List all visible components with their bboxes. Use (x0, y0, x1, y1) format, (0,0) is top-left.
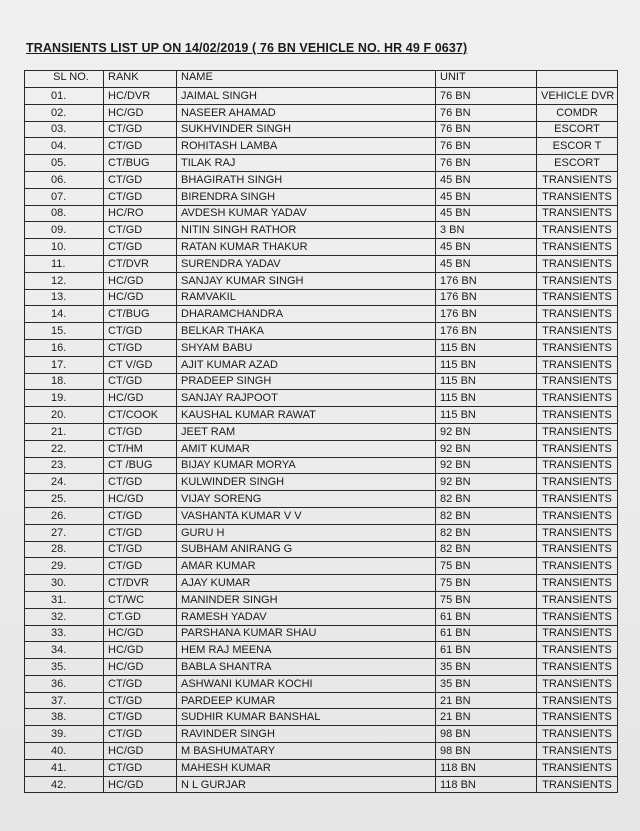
cell-unit: 176 BN (436, 289, 537, 306)
cell-sl-no: 28. (25, 541, 104, 558)
cell-name: NITIN SINGH RATHOR (177, 222, 436, 239)
cell-name: RAVINDER SINGH (177, 726, 436, 743)
header-sl-no: SL NO. (25, 71, 104, 88)
cell-rank: CT/GD (104, 726, 177, 743)
cell-sl-no: 37. (25, 692, 104, 709)
cell-role: TRANSIENTS (537, 675, 618, 692)
cell-sl-no: 05. (25, 155, 104, 172)
cell-role: TRANSIENTS (537, 726, 618, 743)
cell-sl-no: 41. (25, 759, 104, 776)
table-row (25, 138, 618, 155)
cell-sl-no: 07. (25, 188, 104, 205)
cell-rank: CT/HM (104, 440, 177, 457)
cell-sl-no: 22. (25, 440, 104, 457)
cell-name: NASEER AHAMAD (177, 104, 436, 121)
cell-name: SUDHIR KUMAR BANSHAL (177, 709, 436, 726)
cell-rank: CT/GD (104, 692, 177, 709)
cell-unit: 115 BN (436, 373, 537, 390)
cell-sl-no: 40. (25, 743, 104, 760)
cell-rank: HC/GD (104, 491, 177, 508)
table-row (25, 541, 618, 558)
cell-role: TRANSIENTS (537, 591, 618, 608)
cell-sl-no: 01. (25, 88, 104, 105)
cell-name: RAMESH YADAV (177, 608, 436, 625)
cell-rank: HC/GD (104, 625, 177, 642)
cell-unit: 75 BN (436, 591, 537, 608)
table-row (25, 272, 618, 289)
table-row (25, 323, 618, 340)
cell-rank: CT V/GD (104, 356, 177, 373)
cell-sl-no: 34. (25, 642, 104, 659)
cell-role: TRANSIENTS (537, 692, 618, 709)
cell-rank: CT/GD (104, 171, 177, 188)
cell-unit: 115 BN (436, 339, 537, 356)
cell-sl-no: 15. (25, 323, 104, 340)
cell-role: TRANSIENTS (537, 339, 618, 356)
table-row (25, 171, 618, 188)
cell-name: SUKHVINDER SINGH (177, 121, 436, 138)
cell-name: BABLA SHANTRA (177, 659, 436, 676)
cell-unit: 61 BN (436, 642, 537, 659)
cell-unit: 61 BN (436, 608, 537, 625)
cell-sl-no: 35. (25, 659, 104, 676)
cell-rank: CT /BUG (104, 457, 177, 474)
cell-role: TRANSIENTS (537, 776, 618, 793)
cell-role: TRANSIENTS (537, 709, 618, 726)
table-row (25, 457, 618, 474)
cell-name: ASHWANI KUMAR KOCHI (177, 675, 436, 692)
cell-sl-no: 08. (25, 205, 104, 222)
cell-sl-no: 11. (25, 255, 104, 272)
table-row (25, 507, 618, 524)
cell-rank: CT/WC (104, 591, 177, 608)
cell-unit: 92 BN (436, 474, 537, 491)
table-row (25, 373, 618, 390)
cell-sl-no: 25. (25, 491, 104, 508)
cell-unit: 76 BN (436, 104, 537, 121)
cell-name: VIJAY SORENG (177, 491, 436, 508)
cell-name: KULWINDER SINGH (177, 474, 436, 491)
cell-name: M BASHUMATARY (177, 743, 436, 760)
cell-role: TRANSIENTS (537, 222, 618, 239)
cell-rank: CT/GD (104, 222, 177, 239)
cell-unit: 82 BN (436, 507, 537, 524)
cell-unit: 115 BN (436, 407, 537, 424)
cell-sl-no: 33. (25, 625, 104, 642)
cell-unit: 76 BN (436, 155, 537, 172)
cell-sl-no: 27. (25, 524, 104, 541)
table-row (25, 306, 618, 323)
cell-role: ESCOR T (537, 138, 618, 155)
cell-role: ESCORT (537, 155, 618, 172)
table-row (25, 423, 618, 440)
cell-rank: CT/GD (104, 558, 177, 575)
cell-unit: 176 BN (436, 272, 537, 289)
cell-sl-no: 17. (25, 356, 104, 373)
cell-role: TRANSIENTS (537, 507, 618, 524)
cell-name: PARDEEP KUMAR (177, 692, 436, 709)
cell-unit: 98 BN (436, 726, 537, 743)
cell-name: BIRENDRA SINGH (177, 188, 436, 205)
cell-role: TRANSIENTS (537, 323, 618, 340)
cell-role: TRANSIENTS (537, 272, 618, 289)
table-row (25, 642, 618, 659)
header-unit: UNIT (436, 71, 537, 88)
cell-name: PARSHANA KUMAR SHAU (177, 625, 436, 642)
cell-unit: 92 BN (436, 423, 537, 440)
cell-unit: 75 BN (436, 558, 537, 575)
cell-role: TRANSIENTS (537, 390, 618, 407)
cell-name: AMIT KUMAR (177, 440, 436, 457)
cell-unit: 75 BN (436, 575, 537, 592)
cell-rank: CT/GD (104, 474, 177, 491)
cell-role: TRANSIENTS (537, 524, 618, 541)
cell-name: BHAGIRATH SINGH (177, 171, 436, 188)
header-name: NAME (177, 71, 436, 88)
cell-role: TRANSIENTS (537, 440, 618, 457)
cell-sl-no: 29. (25, 558, 104, 575)
cell-unit: 92 BN (436, 440, 537, 457)
cell-name: DHARAMCHANDRA (177, 306, 436, 323)
cell-name: SANJAY KUMAR SINGH (177, 272, 436, 289)
cell-sl-no: 31. (25, 591, 104, 608)
cell-role: TRANSIENTS (537, 373, 618, 390)
cell-role: TRANSIENTS (537, 188, 618, 205)
cell-rank: CT/GD (104, 524, 177, 541)
cell-unit: 35 BN (436, 675, 537, 692)
cell-role: TRANSIENTS (537, 474, 618, 491)
cell-rank: HC/GD (104, 776, 177, 793)
cell-rank: CT.GD (104, 608, 177, 625)
cell-name: JEET RAM (177, 423, 436, 440)
cell-name: PRADEEP SINGH (177, 373, 436, 390)
cell-rank: CT/GD (104, 323, 177, 340)
cell-sl-no: 42. (25, 776, 104, 793)
cell-role: TRANSIENTS (537, 407, 618, 424)
table-row (25, 575, 618, 592)
cell-unit: 76 BN (436, 121, 537, 138)
cell-role: TRANSIENTS (537, 255, 618, 272)
cell-role: TRANSIENTS (537, 356, 618, 373)
cell-sl-no: 19. (25, 390, 104, 407)
cell-rank: CT/GD (104, 759, 177, 776)
cell-sl-no: 21. (25, 423, 104, 440)
cell-sl-no: 30. (25, 575, 104, 592)
table-header-row (25, 71, 618, 88)
cell-rank: CT/DVR (104, 255, 177, 272)
cell-sl-no: 38. (25, 709, 104, 726)
table-row (25, 625, 618, 642)
cell-role: TRANSIENTS (537, 306, 618, 323)
table-row (25, 524, 618, 541)
cell-unit: 3 BN (436, 222, 537, 239)
table-body (25, 88, 618, 793)
cell-rank: HC/GD (104, 642, 177, 659)
cell-rank: CT/BUG (104, 155, 177, 172)
cell-rank: HC/GD (104, 743, 177, 760)
cell-name: SUBHAM ANIRANG G (177, 541, 436, 558)
header-rank: RANK (104, 71, 177, 88)
cell-name: VASHANTA KUMAR V V (177, 507, 436, 524)
cell-role: ESCORT (537, 121, 618, 138)
cell-sl-no: 36. (25, 675, 104, 692)
cell-name: GURU H (177, 524, 436, 541)
cell-name: HEM RAJ MEENA (177, 642, 436, 659)
cell-unit: 118 BN (436, 776, 537, 793)
cell-unit: 82 BN (436, 541, 537, 558)
cell-unit: 115 BN (436, 356, 537, 373)
cell-rank: HC/RO (104, 205, 177, 222)
cell-name: SHYAM BABU (177, 339, 436, 356)
table-row (25, 104, 618, 121)
cell-role: TRANSIENTS (537, 205, 618, 222)
cell-unit: 118 BN (436, 759, 537, 776)
table-row (25, 692, 618, 709)
cell-sl-no: 16. (25, 339, 104, 356)
cell-unit: 21 BN (436, 692, 537, 709)
cell-rank: CT/BUG (104, 306, 177, 323)
cell-unit: 45 BN (436, 171, 537, 188)
table-row (25, 558, 618, 575)
cell-name: BELKAR THAKA (177, 323, 436, 340)
cell-name: AVDESH KUMAR YADAV (177, 205, 436, 222)
cell-role: TRANSIENTS (537, 423, 618, 440)
cell-rank: CT/GD (104, 507, 177, 524)
cell-role: TRANSIENTS (537, 659, 618, 676)
table-row (25, 88, 618, 105)
cell-role: TRANSIENTS (537, 171, 618, 188)
table-row (25, 121, 618, 138)
table-row (25, 356, 618, 373)
cell-rank: HC/GD (104, 104, 177, 121)
cell-rank: CT/GD (104, 339, 177, 356)
table-row (25, 205, 618, 222)
table-row (25, 155, 618, 172)
table-row (25, 591, 618, 608)
cell-sl-no: 10. (25, 239, 104, 256)
cell-sl-no: 39. (25, 726, 104, 743)
table-row (25, 759, 618, 776)
cell-name: AJIT KUMAR AZAD (177, 356, 436, 373)
cell-role: TRANSIENTS (537, 625, 618, 642)
cell-rank: CT/GD (104, 239, 177, 256)
cell-rank: HC/GD (104, 659, 177, 676)
cell-rank: HC/GD (104, 390, 177, 407)
cell-name: ROHITASH LAMBA (177, 138, 436, 155)
cell-role: TRANSIENTS (537, 491, 618, 508)
document-title: TRANSIENTS LIST UP ON 14/02/2019 ( 76 BN VEHICLE NO. HR 49 F 0637) (26, 41, 468, 55)
cell-rank: HC/GD (104, 272, 177, 289)
cell-unit: 76 BN (436, 138, 537, 155)
cell-name: MAHESH KUMAR (177, 759, 436, 776)
cell-sl-no: 03. (25, 121, 104, 138)
cell-sl-no: 13. (25, 289, 104, 306)
cell-sl-no: 18. (25, 373, 104, 390)
cell-sl-no: 26. (25, 507, 104, 524)
cell-unit: 115 BN (436, 390, 537, 407)
table-row (25, 188, 618, 205)
cell-role: TRANSIENTS (537, 575, 618, 592)
cell-sl-no: 24. (25, 474, 104, 491)
transients-table (24, 70, 618, 793)
cell-role: TRANSIENTS (537, 457, 618, 474)
cell-rank: HC/GD (104, 289, 177, 306)
table-row (25, 659, 618, 676)
cell-unit: 35 BN (436, 659, 537, 676)
cell-unit: 45 BN (436, 239, 537, 256)
cell-sl-no: 06. (25, 171, 104, 188)
cell-sl-no: 32. (25, 608, 104, 625)
cell-sl-no: 09. (25, 222, 104, 239)
cell-unit: 176 BN (436, 306, 537, 323)
table-row (25, 239, 618, 256)
table-row (25, 726, 618, 743)
cell-unit: 45 BN (436, 205, 537, 222)
cell-unit: 98 BN (436, 743, 537, 760)
cell-sl-no: 20. (25, 407, 104, 424)
cell-name: RAMVAKIL (177, 289, 436, 306)
table-row (25, 390, 618, 407)
table-row (25, 608, 618, 625)
cell-rank: CT/GD (104, 709, 177, 726)
cell-rank: CT/GD (104, 138, 177, 155)
cell-unit: 76 BN (436, 88, 537, 105)
cell-sl-no: 02. (25, 104, 104, 121)
cell-name: SANJAY RAJPOOT (177, 390, 436, 407)
cell-unit: 45 BN (436, 188, 537, 205)
table-row (25, 491, 618, 508)
cell-role: TRANSIENTS (537, 642, 618, 659)
cell-rank: CT/DVR (104, 575, 177, 592)
cell-name: MANINDER SINGH (177, 591, 436, 608)
table-row (25, 255, 618, 272)
cell-unit: 61 BN (436, 625, 537, 642)
cell-sl-no: 23. (25, 457, 104, 474)
cell-role: TRANSIENTS (537, 558, 618, 575)
cell-rank: CT/GD (104, 188, 177, 205)
cell-rank: CT/GD (104, 373, 177, 390)
table-row (25, 776, 618, 793)
table-row (25, 709, 618, 726)
cell-rank: CT/COOK (104, 407, 177, 424)
cell-sl-no: 12. (25, 272, 104, 289)
cell-rank: CT/GD (104, 121, 177, 138)
cell-role: TRANSIENTS (537, 608, 618, 625)
cell-role: TRANSIENTS (537, 239, 618, 256)
cell-unit: 92 BN (436, 457, 537, 474)
cell-unit: 82 BN (436, 491, 537, 508)
table-row (25, 407, 618, 424)
table-row (25, 474, 618, 491)
cell-name: SURENDRA YADAV (177, 255, 436, 272)
table-row (25, 289, 618, 306)
cell-role: TRANSIENTS (537, 759, 618, 776)
cell-name: RATAN KUMAR THAKUR (177, 239, 436, 256)
cell-unit: 45 BN (436, 255, 537, 272)
cell-role: TRANSIENTS (537, 541, 618, 558)
table-row (25, 743, 618, 760)
cell-unit: 176 BN (436, 323, 537, 340)
cell-sl-no: 04. (25, 138, 104, 155)
cell-unit: 82 BN (436, 524, 537, 541)
cell-rank: CT/GD (104, 541, 177, 558)
cell-name: KAUSHAL KUMAR RAWAT (177, 407, 436, 424)
table-row (25, 675, 618, 692)
table-row (25, 339, 618, 356)
header-role (537, 71, 618, 88)
cell-rank: CT/GD (104, 675, 177, 692)
cell-name: N L GURJAR (177, 776, 436, 793)
cell-name: BIJAY KUMAR MORYA (177, 457, 436, 474)
cell-rank: CT/GD (104, 423, 177, 440)
cell-role: COMDR (537, 104, 618, 121)
cell-role: TRANSIENTS (537, 289, 618, 306)
cell-name: TILAK RAJ (177, 155, 436, 172)
cell-sl-no: 14. (25, 306, 104, 323)
cell-role: TRANSIENTS (537, 743, 618, 760)
cell-name: AJAY KUMAR (177, 575, 436, 592)
cell-role: VEHICLE DVR (537, 88, 618, 105)
table-row (25, 440, 618, 457)
cell-name: JAIMAL SINGH (177, 88, 436, 105)
table-row (25, 222, 618, 239)
cell-rank: HC/DVR (104, 88, 177, 105)
cell-name: AMAR KUMAR (177, 558, 436, 575)
cell-unit: 21 BN (436, 709, 537, 726)
